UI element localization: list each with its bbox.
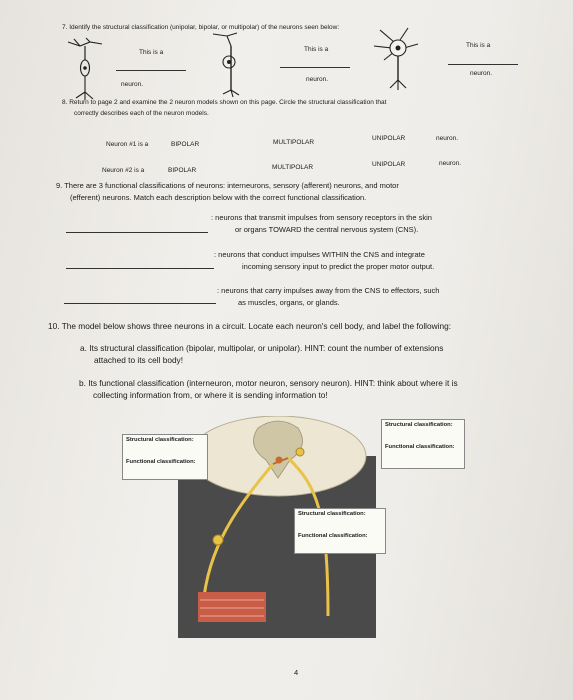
neuron-1-option-multipolar[interactable]: MULTIPOLAR xyxy=(273,139,315,146)
q9-item-2-line1: : neurons that conduct impulses WITHIN the CNS and integrate xyxy=(214,250,425,259)
q9-item-3-line1: : neurons that carry impulses away from the CNS to effectors, such xyxy=(217,286,440,295)
question-10a-line1: a. Its structural classification (bipolar, multipolar, or unipolar). HINT: count the number of extensions xyxy=(80,343,444,353)
neuron-3-prompt: This is a xyxy=(466,42,491,49)
question-10: 10. The model below shows three neurons in a circuit. Locate each neuron's cell body, and label the following: xyxy=(48,321,451,331)
neuron-figure-3 xyxy=(370,26,430,94)
middle-label-box xyxy=(294,508,386,554)
neuron-2-suffix: neuron. xyxy=(306,76,329,83)
left-label-box xyxy=(122,434,208,480)
q9-answer-blank-3[interactable] xyxy=(64,303,216,304)
neuron-1-prompt: This is a xyxy=(139,49,164,56)
question-8-line1: 8. Return to page 2 and examine the 2 neuron models shown on this page. Circle the structural classification that xyxy=(62,99,387,106)
right-functional-label: Functional classification: xyxy=(385,444,455,450)
q9-answer-blank-2[interactable] xyxy=(66,268,214,269)
q9-answer-blank-1[interactable] xyxy=(66,232,208,233)
neuron-1-option-unipolar[interactable]: UNIPOLAR xyxy=(372,135,406,142)
question-9-line1: 9. There are 3 functional classifications of neurons: interneurons, sensory (afferent) neurons, and motor xyxy=(56,181,399,190)
neuron-2-option-multipolar[interactable]: MULTIPOLAR xyxy=(272,164,314,171)
question-8-line2: correctly describes each of the neuron models. xyxy=(74,110,209,117)
neuron-1-option-bipolar[interactable]: BIPOLAR xyxy=(171,141,200,148)
neuron-figure-2 xyxy=(205,30,265,98)
question-7: 7. Identify the structural classification (unipolar, bipolar, or multipolar) of the neurons seen below: xyxy=(62,24,340,31)
neuron-2-option-bipolar[interactable]: BIPOLAR xyxy=(168,167,197,174)
right-structural-label: Structural classification: xyxy=(385,422,453,428)
q9-item-2-line2: incoming sensory input to predict the proper motor output. xyxy=(242,262,435,271)
question-10a-line2: attached to its cell body! xyxy=(94,355,184,365)
neuron-1-row-label: Neuron #1 is a xyxy=(106,141,149,148)
neuron-3-suffix: neuron. xyxy=(470,70,493,77)
q9-item-1-line2: or organs TOWARD the central nervous system (CNS). xyxy=(235,225,419,234)
page-number: 4 xyxy=(294,668,299,677)
neuron-1-blank[interactable] xyxy=(116,70,186,71)
neuron-1-row-suffix: neuron. xyxy=(436,135,459,142)
neuron-2-option-unipolar[interactable]: UNIPOLAR xyxy=(372,161,406,168)
right-label-box xyxy=(381,419,465,469)
left-structural-label: Structural classification: xyxy=(126,437,194,443)
middle-structural-label: Structural classification: xyxy=(298,511,366,517)
middle-functional-label: Functional classification: xyxy=(298,533,368,539)
neuron-2-row-suffix: neuron. xyxy=(439,160,462,167)
q9-item-1-line1: : neurons that transmit impulses from sensory receptors in the skin xyxy=(211,213,432,222)
neuron-2-row-label: Neuron #2 is a xyxy=(102,167,145,174)
left-functional-label: Functional classification: xyxy=(126,459,196,465)
question-9-line2: (efferent) neurons. Match each description below with the correct functional classification. xyxy=(70,193,367,202)
neuron-2-blank[interactable] xyxy=(280,67,350,68)
neuron-3-blank[interactable] xyxy=(448,64,518,65)
question-10b-line1: b. Its functional classification (interneuron, motor neuron, sensory neuron). HINT: think about where it is xyxy=(79,378,458,388)
neuron-2-prompt: This is a xyxy=(304,46,329,53)
q9-item-3-line2: as muscles, organs, or glands. xyxy=(238,298,340,307)
neuron-figure-1 xyxy=(60,36,110,104)
neuron-1-suffix: neuron. xyxy=(121,81,144,88)
question-10b-line2: collecting information from, or where it is sending information to! xyxy=(93,390,328,400)
